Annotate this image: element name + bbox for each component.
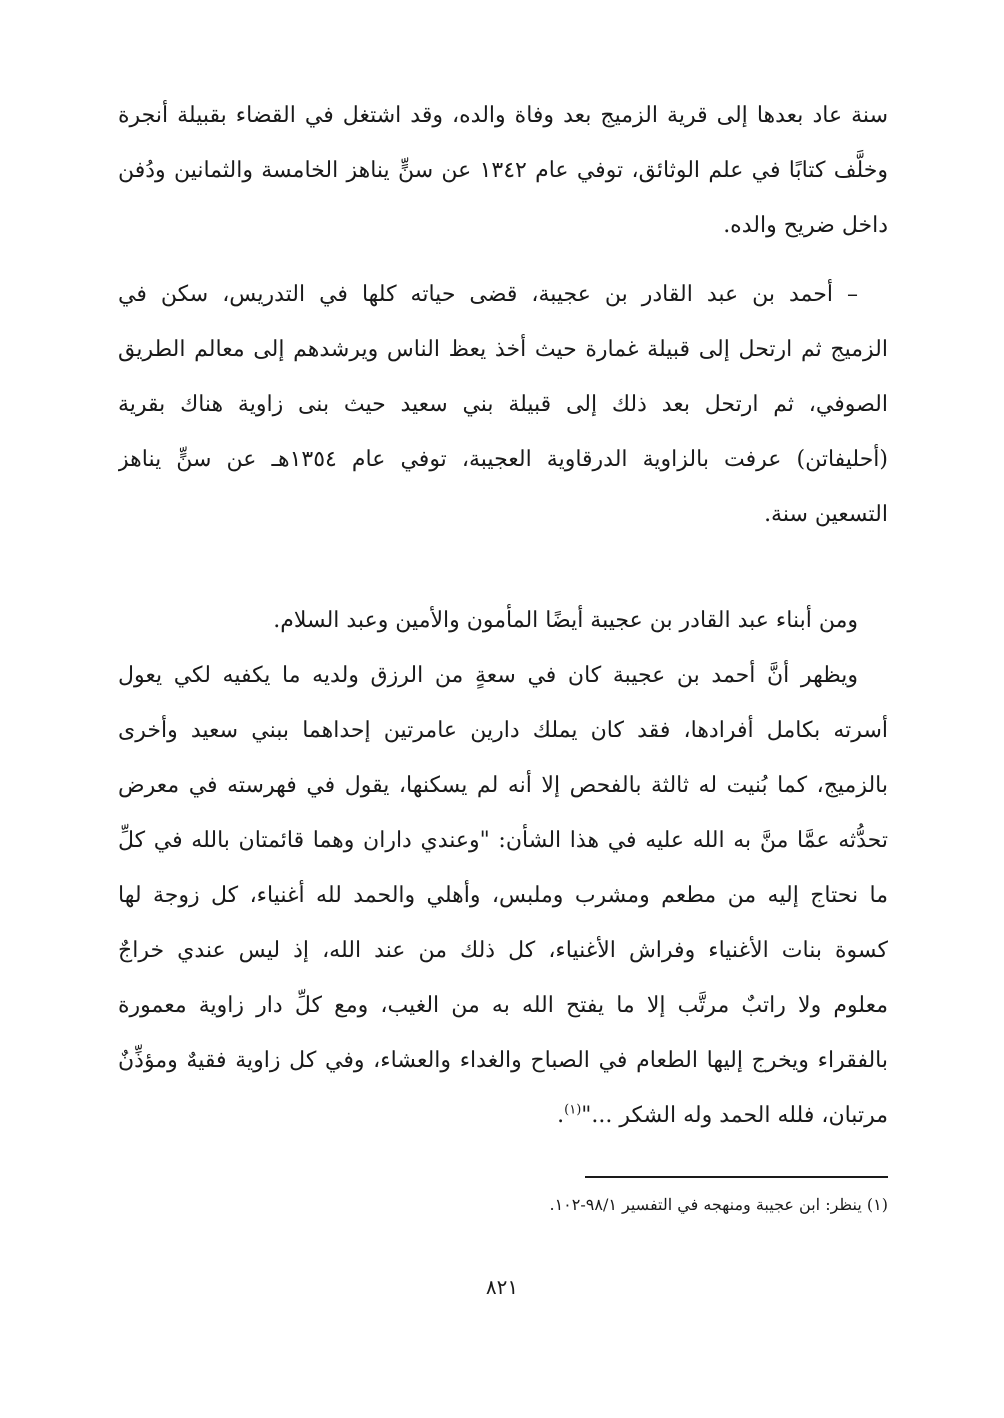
text-line	[118, 1088, 888, 1143]
text-line-content: ويظهر أنَّ أحمد بن عجيبة كان في سعةٍ من الرزق ولديه ما يكفيه لكي يعول	[118, 663, 858, 688]
text-line: داخل ضريح والده.	[723, 213, 888, 238]
text-line: كسوة بنات الأغنياء وفراش الأغنياء، كل ذلك من عند الله، إذ ليس عندي خراجٌ	[118, 938, 888, 963]
text-line: تحدُّثه عمَّا منَّ به الله عليه في هذا الشأن: "وعندي داران وهما قائمتان بالله في كلِّ	[118, 828, 888, 853]
text-line: (أحليفاتن) عرفت بالزاوية الدرقاوية العجيبة، توفي عام ١٣٥٤هـ عن سنٍّ يناهز	[118, 447, 888, 472]
text-line: بالزميج، كما بُنيت له ثالثة بالفحص إلا أنه لم يسكنها، يقول في فهرسته في معرض	[118, 773, 888, 798]
paragraph-2	[118, 267, 888, 542]
text-line	[118, 648, 888, 703]
paragraph-4	[118, 648, 888, 1143]
text-line: معلوم ولا راتبٌ مرتَّب إلا ما يفتح الله به من الغيب، ومع كلِّ دار زاوية معمورة	[118, 993, 888, 1018]
end-punctuation: .	[557, 1103, 565, 1128]
text-line	[118, 267, 888, 322]
footnote: (١) ينظر: ابن عجيبة ومنهجه في التفسير ٩٨/١-١٠٢.	[549, 1195, 888, 1214]
text-line: الصوفي، ثم ارتحل بعد ذلك إلى قبيلة بني سعيد حيث بنى زاوية هناك بقرية	[118, 392, 888, 417]
text-line: بالفقراء ويخرج إليها الطعام في الصباح والغداء والعشاء، وفي كل زاوية فقيهٌ ومؤذِّنٌ	[118, 1048, 888, 1073]
text-line: التسعين سنة.	[764, 502, 888, 527]
footnote-marker[interactable]: (١)	[564, 1102, 582, 1118]
footnote-separator	[585, 1176, 888, 1178]
text-line-content: ومن أبناء عبد القادر بن عجيبة أيضًا المأمون والأمين وعبد السلام.	[273, 608, 858, 633]
text-line-content: – أحمد بن عبد القادر بن عجيبة، قضى حياته كلها في التدريس، سكن في	[118, 282, 858, 307]
text-line: وخلَّف كتابًا في علم الوثائق، توفي عام ١٣٤٢ عن سنٍّ يناهز الخامسة والثمانين ودُفن	[118, 158, 888, 183]
text-line: سنة عاد بعدها إلى قرية الزميج بعد وفاة والده، وقد اشتغل في القضاء بقبيلة أنجرة	[118, 103, 888, 128]
page-number: ٨٢١	[485, 1275, 519, 1299]
text-line	[118, 593, 888, 648]
paragraph-1	[118, 88, 888, 253]
text-line-content: مرتبان، فلله الحمد وله الشكر ..."	[581, 1103, 888, 1128]
text-line: ما نحتاج إليه من مطعم ومشرب وملبس، وأهلي والحمد لله أغنياء، كل زوجة لها	[118, 883, 888, 908]
paragraph-3	[118, 593, 888, 648]
text-line: أسرته بكامل أفرادها، فقد كان يملك دارين عامرتين إحداهما ببني سعيد وأخرى	[118, 718, 888, 743]
text-line: الزميج ثم ارتحل إلى قبيلة غمارة حيث أخذ يعظ الناس ويرشدهم إلى معالم الطريق	[118, 337, 888, 362]
